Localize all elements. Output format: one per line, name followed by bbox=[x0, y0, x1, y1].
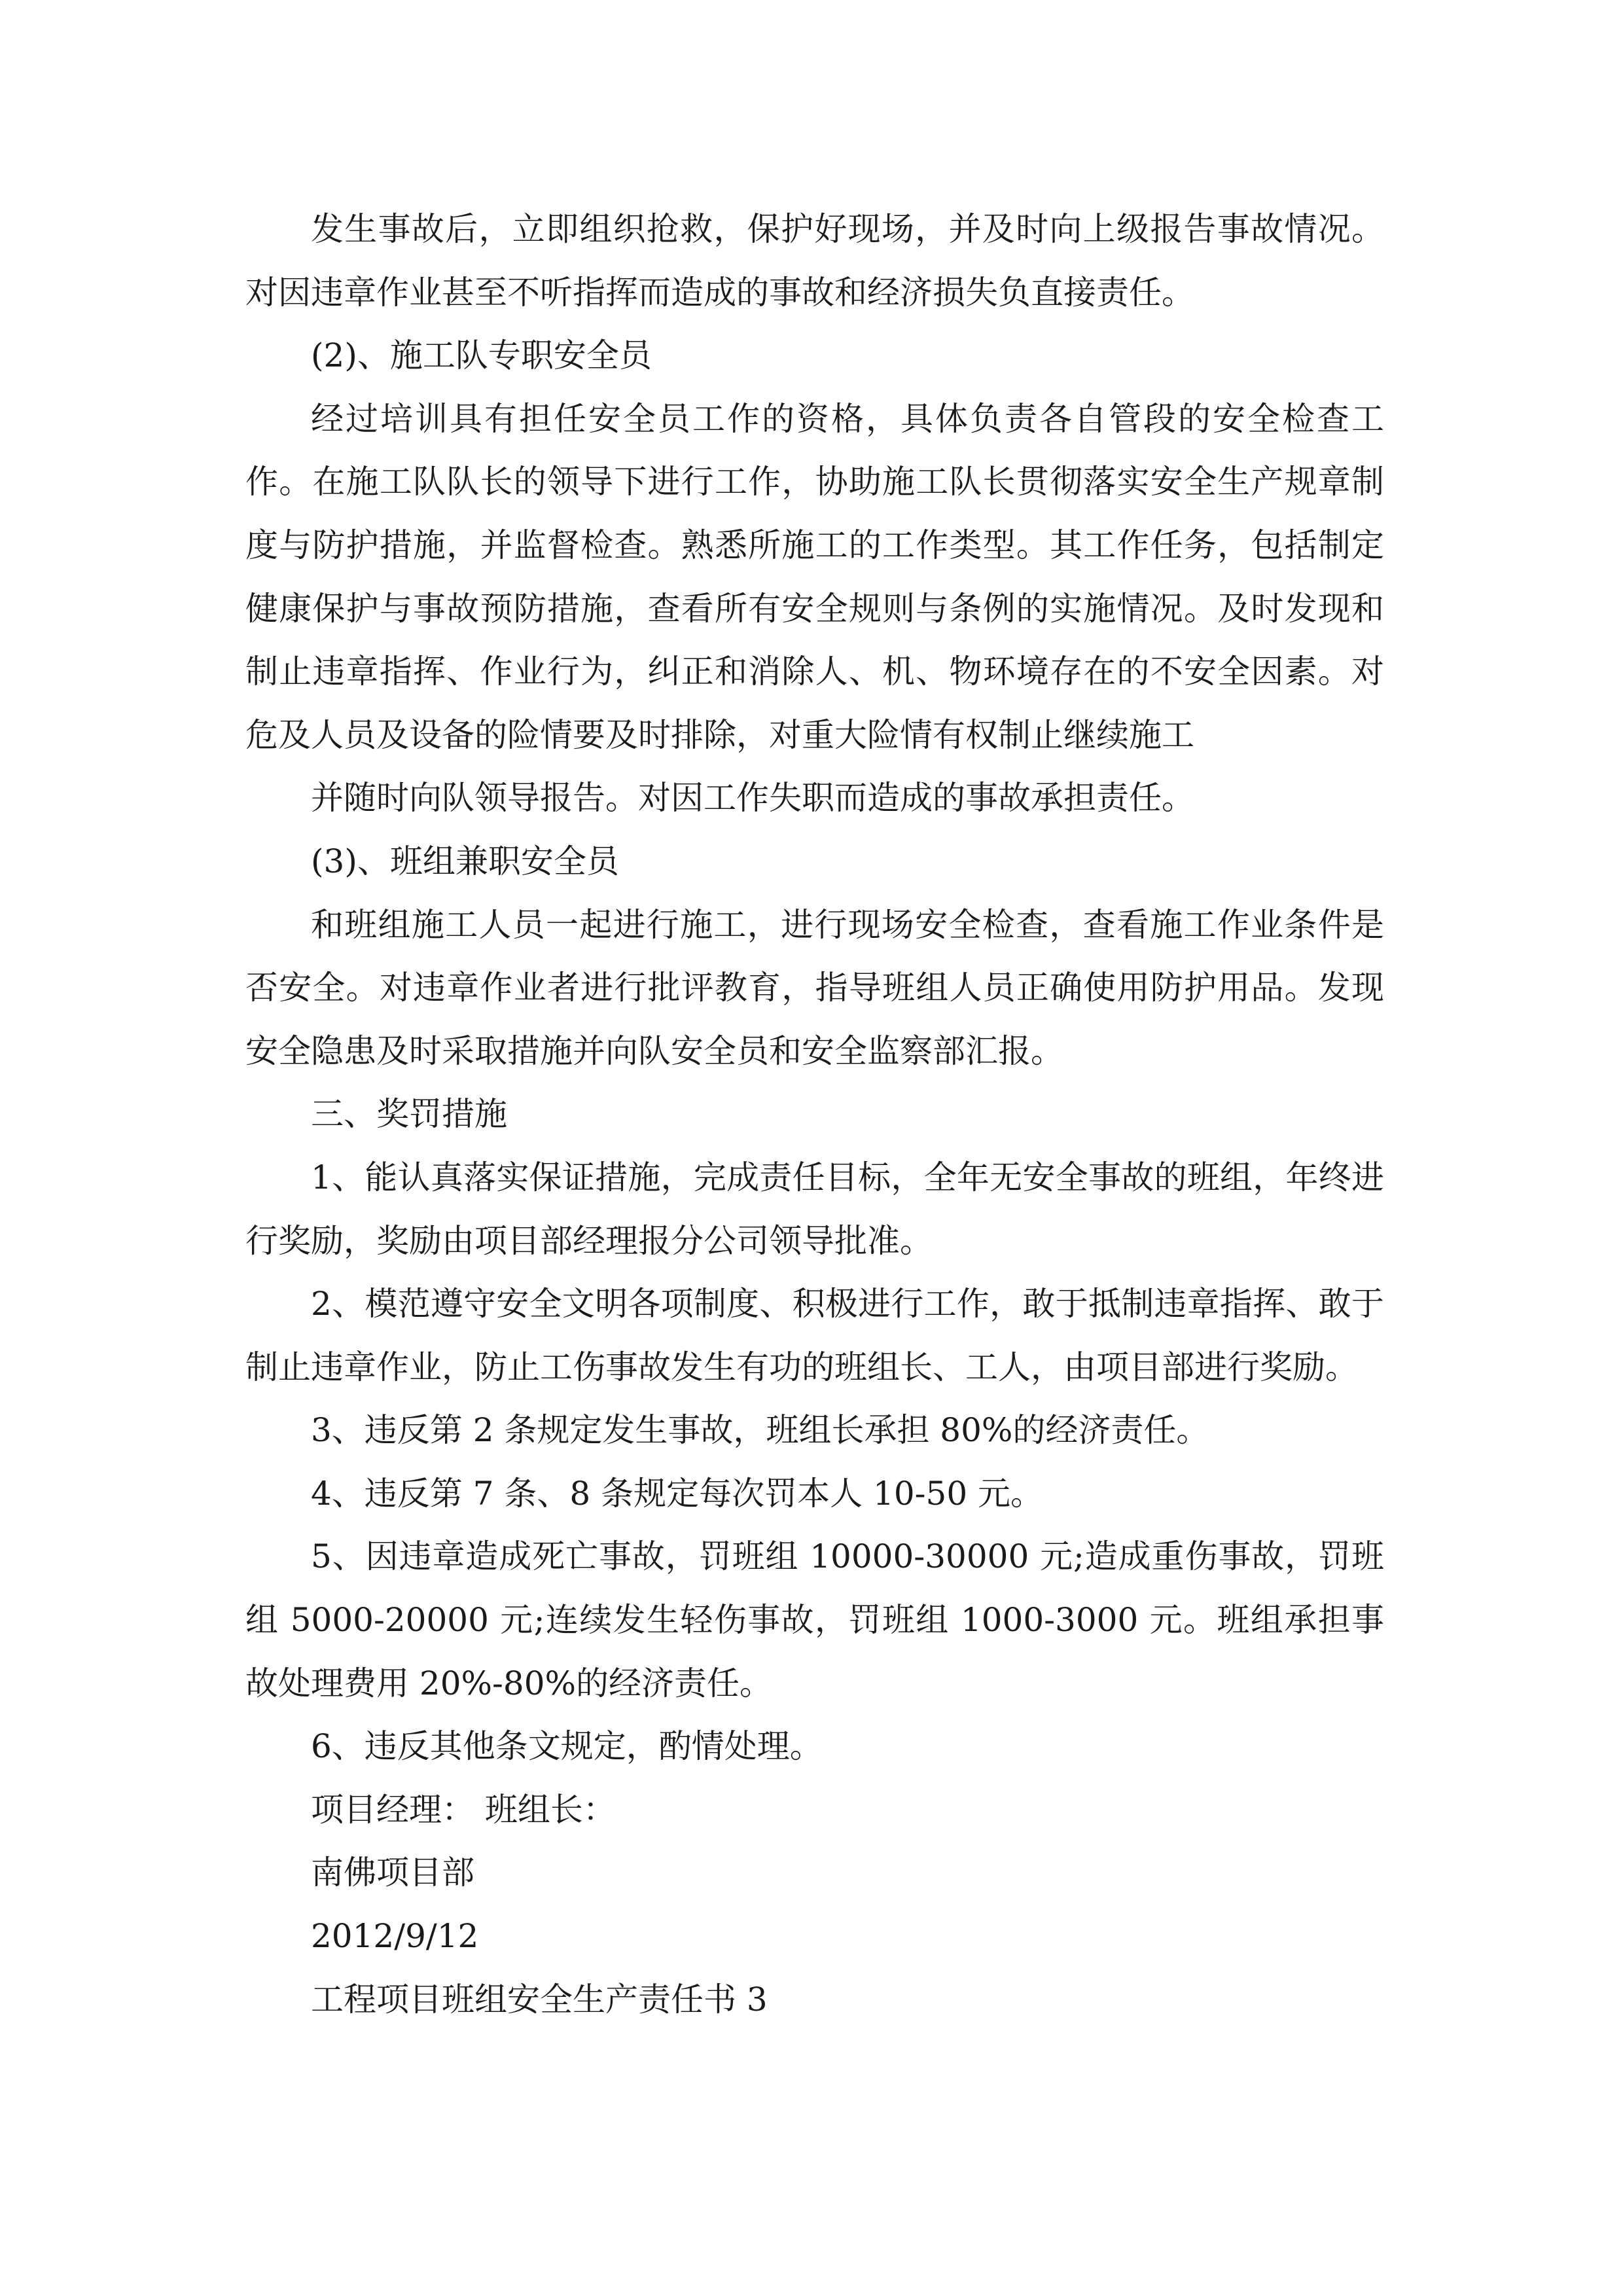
paragraph-accident-response: 发生事故后，立即组织抢救，保护好现场，并及时向上级报告事故情况。对因违章作业甚至不听指挥而造成的事故和经济损失负直接责任。 bbox=[245, 210, 1384, 312]
list-item-4: 4、违反第 7 条、8 条规定每次罚本人 10-50 元。 bbox=[311, 1474, 1044, 1513]
signature-line: 项目经理： 班组长： bbox=[311, 1790, 616, 1829]
paragraph-safety-officer-duties: 经过培训具有担任安全员工作的资格，具体负责各自管段的安全检查工作。在施工队队长的领导下进行工作，协助施工队长贯彻落实安全生产规章制度与防护措施，并监督检查。熟悉所施工的工作类型。其工作任务，包括制定健康保护与事故预防措施，查看所有安全规则与条例的实施情况。及时发现和制止违章指挥、作业行为，纠正和消除人、机、物环境存在的不安全因素。对危及人员及设备的险情要及时排除，对重大险情有权制止继续施工 bbox=[245, 399, 1384, 754]
paragraph-report-to-leader: 并随时向队领导报告。对因工作失职而造成的事故承担责任。 bbox=[311, 779, 1194, 817]
list-item-5: 5、因违章造成死亡事故，罚班组 10000-30000 元;造成重伤事故，罚班组 5000-20000 元;连续发生轻伤事故，罚班组 1000-3000 元。班组承担事故处理费用 20%-80%的经济责任。 bbox=[245, 1537, 1384, 1702]
department-name: 南佛项目部 bbox=[311, 1854, 474, 1892]
list-item-6: 6、违反其他条文规定，酌情处理。 bbox=[311, 1727, 823, 1766]
paragraph-group-officer-duties: 和班组施工人员一起进行施工，进行现场安全检查，查看施工作业条件是否安全。对违章作业者进行批评教育，指导班组人员正确使用防护用品。发现安全隐患及时采取措施并向队安全员和安全监察部汇报。 bbox=[245, 905, 1384, 1070]
list-item-2: 2、模范遵守安全文明各项制度、积极进行工作，敢于抵制违章指挥、敢于制止违章作业，防止工伤事故发生有功的班组长、工人，由项目部进行奖励。 bbox=[245, 1285, 1384, 1386]
heading-rewards-penalties: 三、奖罚措施 bbox=[311, 1095, 507, 1134]
document-body bbox=[245, 198, 1384, 2031]
document-date: 2012/9/12 bbox=[311, 1917, 479, 1956]
list-item-1: 1、能认真落实保证措施，完成责任目标，全年无安全事故的班组，年终进行奖励，奖励由项目部经理报分公司领导批准。 bbox=[245, 1158, 1384, 1260]
next-section-title: 工程项目班组安全生产责任书 3 bbox=[311, 1980, 768, 2018]
heading-group-safety-officer: (3)、班组兼职安全员 bbox=[311, 842, 619, 880]
list-item-3: 3、违反第 2 条规定发生事故，班组长承担 80%的经济责任。 bbox=[311, 1411, 1209, 1450]
heading-team-safety-officer: (2)、施工队专职安全员 bbox=[311, 336, 652, 375]
